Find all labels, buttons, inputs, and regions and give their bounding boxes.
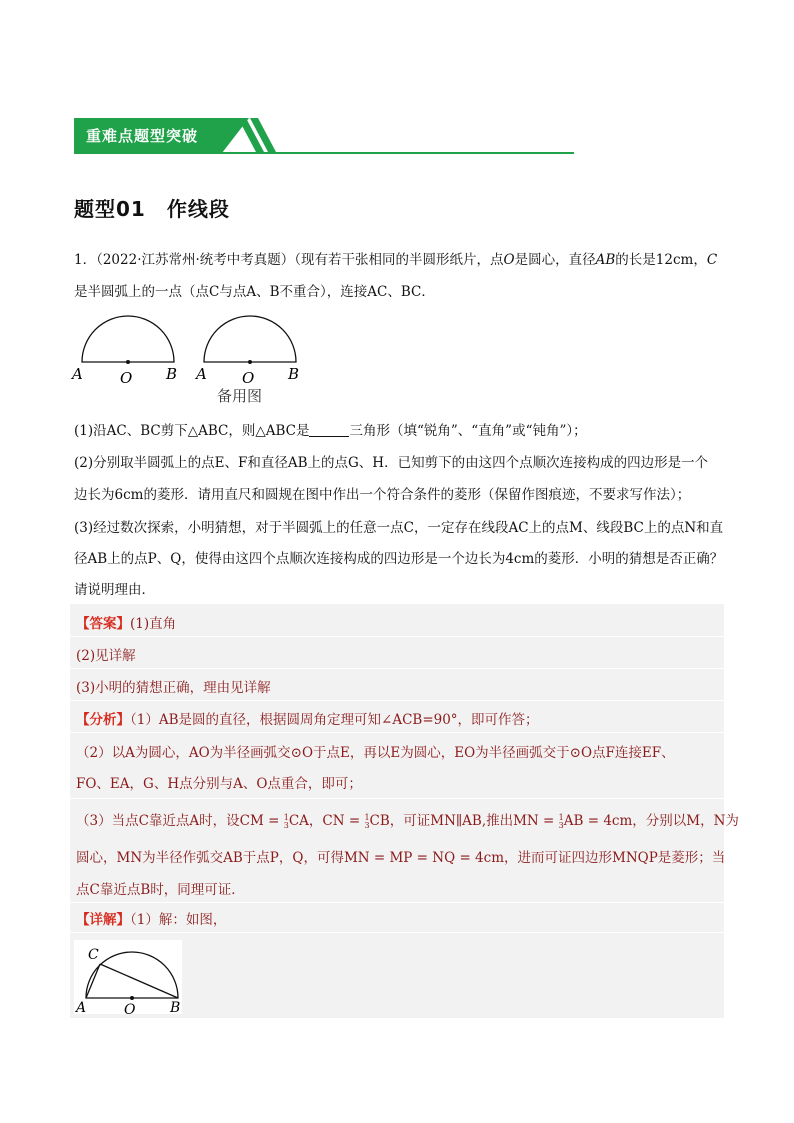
label-a-3: A [76, 1000, 87, 1014]
semicircle-figures [70, 315, 320, 410]
center-dot-2 [248, 360, 252, 364]
answer-1 [76, 612, 176, 632]
answer-3: (3)小明的猜想正确，理由见详解 [76, 680, 271, 696]
analysis-3-line-3: 点C靠近点B时，同理可证． [76, 882, 245, 898]
answer-2: (2)见详解 [76, 648, 136, 664]
frac-den: 3 [283, 820, 289, 830]
analysis-3-text-b: CA，CN = [288, 813, 365, 829]
frac-num: 1 [283, 812, 289, 822]
part-2-line-2: 边长为6cm的菱形．请用直尺和圆规在图中作出一个符合条件的菱形（保留作图痕迹，不要求写作法）； [74, 487, 691, 503]
label-a: A [72, 365, 83, 383]
analysis-3-line-1 [76, 809, 739, 830]
section-banner [74, 118, 574, 154]
semicircle-1 [82, 316, 174, 362]
answer-1-text: (1)直角 [130, 616, 177, 632]
label-a-2: A [196, 365, 207, 383]
analysis-3-line-2: 圆心，MN为半径作弧交AB于点P，Q，可得MN = MP = NQ = 4cm，进而可证四边形MNQP是菱形；当 [76, 850, 726, 866]
q1-text-e: 的长是12cm， [615, 252, 707, 268]
q1-text-a: 1．（2022·江苏常州·统考中考真题）（现有若干张相同的半圆形纸片，点 [74, 252, 504, 268]
frac-num: 1 [364, 812, 370, 822]
q1-text-b: O [503, 252, 515, 268]
frac-num: 1 [558, 812, 564, 822]
detail-1 [76, 908, 226, 928]
triangle-figure [74, 940, 182, 1014]
analysis-1 [76, 708, 539, 728]
center-dot-3 [130, 996, 134, 1000]
row-separator [70, 798, 724, 799]
part-3-line-2: 径AB上的点P、Q，使得由这四个点顺次连接构成的四边形是一个边长为4cm的菱形．小明的猜想是否正确？ [74, 551, 724, 567]
analysis-tag: 【分析】 [76, 712, 130, 728]
part-1-text-a: (1)沿AC、BC剪下△ABC，则△ABC是 [74, 423, 310, 439]
part-1 [74, 421, 587, 441]
row-separator [70, 902, 724, 903]
analysis-2-line-2: FO、EA，G、H点分别与A、O点重合，即可； [76, 776, 362, 792]
q1-text-f: C [706, 252, 718, 268]
analysis-1-text: （1）AB是圆的直径，根据圆周角定理可知∠ACB=90°，即可作答； [130, 712, 539, 728]
label-c: C [88, 947, 99, 963]
q1-text-d: AB [595, 252, 616, 268]
row-separator [70, 668, 724, 669]
analysis-3-text-a: （3）当点C靠近点A时，设CM = [76, 813, 284, 829]
label-o: O [120, 369, 133, 387]
label-o-3: O [124, 1002, 136, 1014]
row-separator [70, 932, 724, 933]
q1-text-c: 是圆心，直径 [514, 252, 596, 268]
frac-den: 3 [558, 820, 564, 830]
center-dot-1 [126, 360, 130, 364]
label-b-3: B [170, 1000, 181, 1014]
banner-underline [74, 152, 574, 154]
row-separator [70, 700, 724, 701]
answer-blank [309, 422, 349, 437]
question-line-2: 是半圆弧上的一点（点C与点A、B不重合），连接AC、BC． [74, 284, 435, 300]
frac-den: 3 [364, 820, 370, 830]
question-line-1 [74, 250, 717, 270]
banner-title: 重难点题型突破 [86, 127, 199, 145]
label-o-2: O [242, 369, 255, 387]
analysis-3-text-c: CB，可证MN∥AB,推出MN = [369, 813, 559, 829]
row-separator [70, 636, 724, 637]
figure-caption: 备用图 [217, 387, 263, 405]
label-b: B [166, 365, 178, 383]
section-title: 题型01 作线段 [74, 197, 230, 221]
part-3-line-1: (3)经过数次探索，小明猜想，对于半圆弧上的任意一点C，一定存在线段AC上的点M、线段BC上的点N和直 [74, 520, 724, 536]
row-separator [70, 732, 724, 733]
analysis-2-line-1: （2）以A为圆心，AO为半径画弧交⊙O于点E，再以E为圆心，EO为半径画弧交于⊙O点F连接EF、 [76, 745, 675, 761]
analysis-3-text-d: AB = 4cm，分别以M，N为 [563, 813, 739, 829]
semicircle-2 [204, 316, 296, 362]
detail-tag: 【详解】 [76, 912, 130, 928]
answer-box [70, 604, 739, 1018]
part-2-line-1: (2)分别取半圆弧上的点E、F和直径AB上的点G、H．已知剪下的由这四个点顺次连接构成的四边形是一个 [74, 455, 709, 471]
detail-text: （1）解：如图， [130, 912, 227, 928]
label-b-2: B [288, 365, 300, 383]
answer-tag: 【答案】 [76, 616, 130, 632]
banner-stripes-icon [234, 118, 284, 152]
part-1-text-b: 三角形（填“锐角”、“直角”或“钝角”）； [349, 423, 587, 439]
part-3-line-3: 请说明理由． [74, 582, 155, 598]
